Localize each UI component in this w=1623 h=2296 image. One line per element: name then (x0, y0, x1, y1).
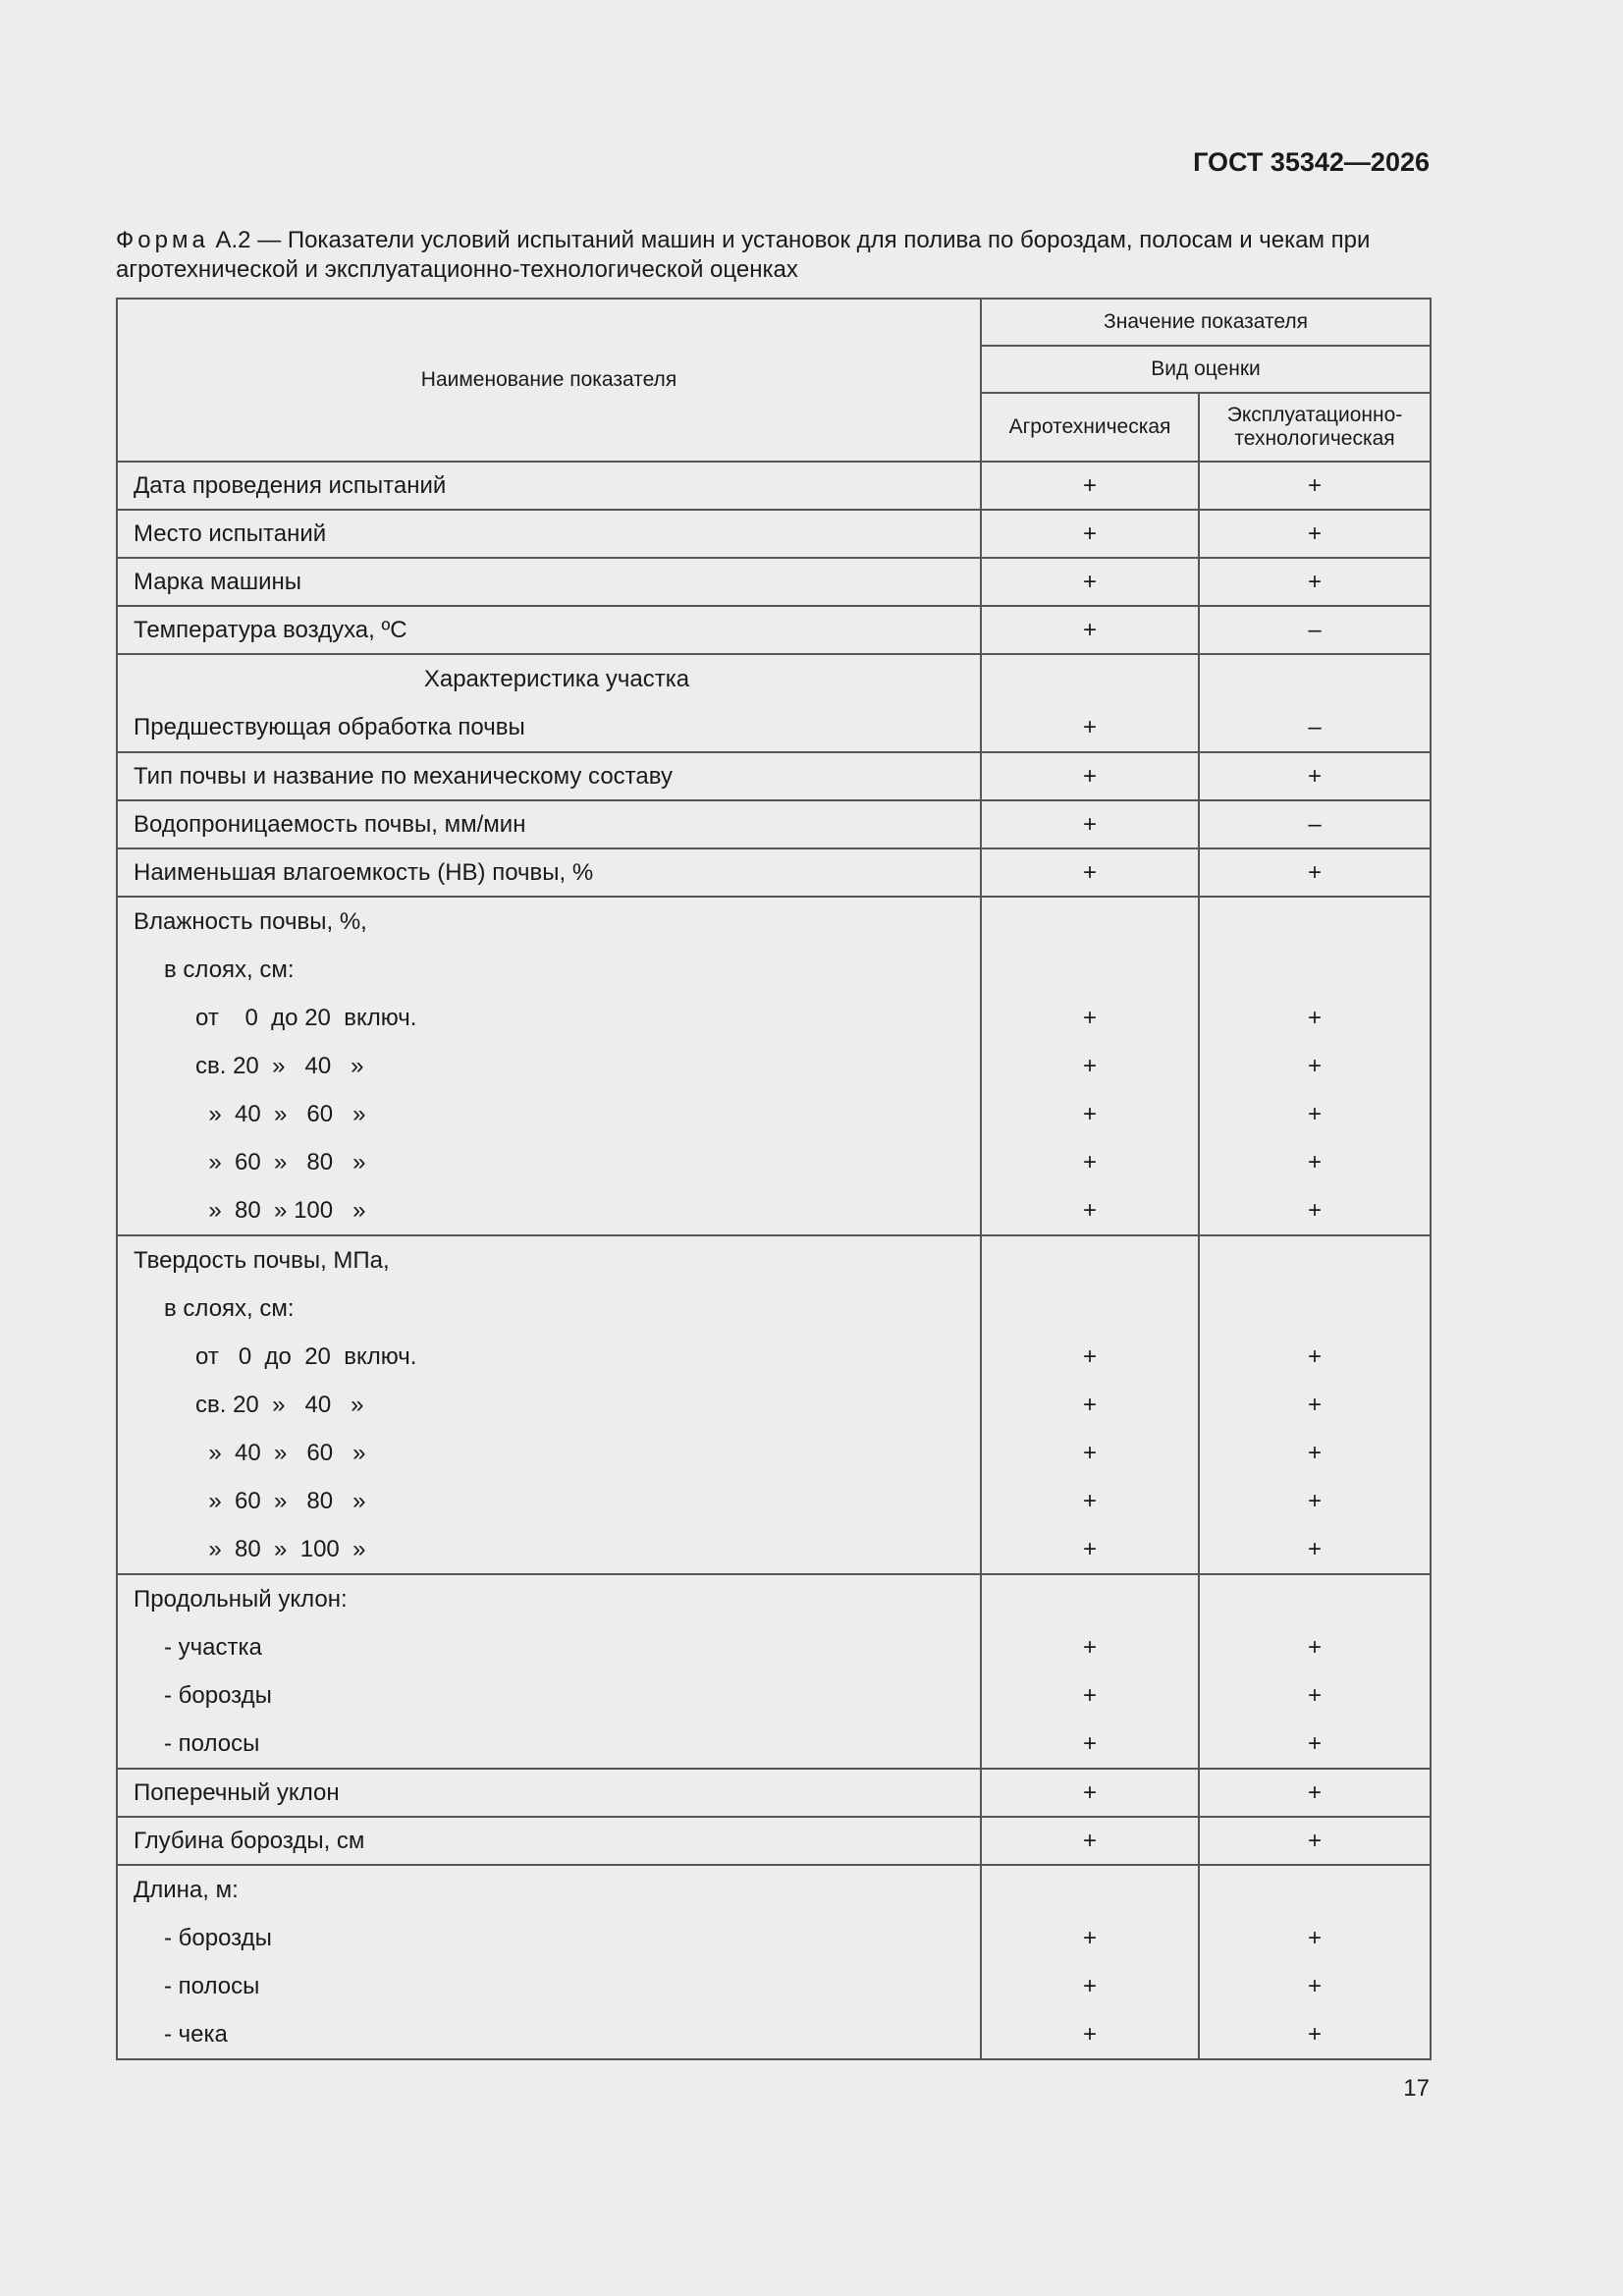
row-name: Дата проведения испытаний (117, 462, 981, 510)
row-expl-value: + (1308, 1634, 1323, 1661)
row-agro-value: + (981, 800, 1199, 848)
form-label: Форма (116, 227, 209, 253)
table-row (117, 800, 1431, 848)
table-row-group (117, 1574, 1431, 1769)
row-name: Водопроницаемость почвы, мм/мин (117, 800, 981, 848)
row-agro-value: + (1082, 1053, 1097, 1079)
group-title: Характеристика участка (423, 666, 690, 692)
layer-label: » 80 » 100 » (195, 1536, 366, 1562)
layer-label: св. 20 » 40 » (195, 1392, 364, 1418)
row-expl-value: + (1308, 1925, 1323, 1951)
row-agro-value: + (1082, 1682, 1097, 1709)
row-agro-value: + (1082, 1634, 1097, 1661)
layer-label: » 40 » 60 » (195, 1101, 366, 1127)
header-expl: Эксплуатационно-технологическая (1199, 393, 1431, 462)
row-agro-value: + (1082, 1197, 1097, 1224)
table-row-group (117, 897, 1431, 1235)
row-agro-value: + (1082, 1440, 1097, 1466)
row-name: Предшествующая обработка почвы (134, 714, 525, 740)
row-expl-value: + (1308, 1005, 1323, 1031)
header-indicator-value: Значение показателя (981, 299, 1431, 346)
table-row (117, 1817, 1431, 1865)
group-title: Продольный уклон: (134, 1586, 348, 1613)
row-expl-value: + (1308, 1392, 1323, 1418)
row-expl-value: + (1199, 510, 1431, 558)
row-agro-value: + (1082, 1392, 1097, 1418)
table-row (117, 752, 1431, 800)
row-expl-value: – (1199, 800, 1431, 848)
row-expl-value: + (1308, 1730, 1323, 1757)
row-expl-value: + (1308, 1973, 1323, 1999)
row-agro-value: + (1082, 1101, 1097, 1127)
row-agro-value: + (1082, 1343, 1097, 1370)
row-agro-value: + (981, 606, 1199, 654)
row-expl-value: + (1199, 1817, 1431, 1865)
row-agro-value: + (1082, 1925, 1097, 1951)
row-agro-value: + (981, 1769, 1199, 1817)
row-expl-value: + (1199, 1769, 1431, 1817)
layer-label: » 60 » 80 » (195, 1149, 366, 1175)
page-number: 17 (1403, 2075, 1430, 2102)
row-expl-value: + (1308, 1149, 1323, 1175)
row-name: - полосы (164, 1973, 260, 1999)
row-agro-value: + (1082, 1149, 1097, 1175)
group-title: Длина, м: (134, 1877, 239, 1903)
group-subtitle: в слоях, см: (164, 957, 295, 983)
header-agro: Агротехническая (981, 393, 1199, 462)
row-agro-value: + (981, 848, 1199, 897)
row-agro-value: + (1082, 2021, 1097, 2048)
group-title: Влажность почвы, %, (134, 908, 367, 935)
row-name: - чека (164, 2021, 228, 2048)
group-subtitle: в слоях, см: (164, 1295, 295, 1322)
row-expl-value: + (1199, 752, 1431, 800)
table-row (117, 1769, 1431, 1817)
header-assessment-kind: Вид оценки (981, 346, 1431, 393)
row-name: - борозды (164, 1925, 272, 1951)
layer-label: » 40 » 60 » (195, 1440, 366, 1466)
row-agro-value: + (981, 1817, 1199, 1865)
row-expl-value: + (1199, 462, 1431, 510)
table-row-group (117, 1235, 1431, 1574)
table-row (117, 606, 1431, 654)
table-row (117, 510, 1431, 558)
row-agro-value: + (1082, 1488, 1097, 1514)
document-code: ГОСТ 35342—2026 (1193, 147, 1430, 177)
row-name: Тип почвы и название по механическому составу (117, 752, 981, 800)
layer-label: от 0 до 20 включ. (195, 1343, 417, 1370)
row-name: Температура воздуха, ºС (117, 606, 981, 654)
table-row (117, 462, 1431, 510)
row-name: Место испытаний (117, 510, 981, 558)
row-agro-value: + (1082, 1973, 1097, 1999)
row-expl-value: + (1308, 1488, 1323, 1514)
form-caption-text: А.2 — Показатели условий испытаний машин и установок для полива по бороздам, полосам и чекам при агротехнической и эксплуатационно-технологической оценках (116, 227, 1371, 283)
row-name: Наименьшая влагоемкость (НВ) почвы, % (117, 848, 981, 897)
row-agro-value: + (1082, 714, 1097, 740)
table-row-group (117, 654, 1431, 752)
row-agro-value: + (981, 462, 1199, 510)
row-name: - борозды (164, 1682, 272, 1709)
layer-label: » 60 » 80 » (195, 1488, 366, 1514)
row-expl-value: + (1308, 1101, 1323, 1127)
layer-label: от 0 до 20 включ. (195, 1005, 417, 1031)
row-agro-value: + (981, 752, 1199, 800)
row-name: - участка (164, 1634, 262, 1661)
row-expl-value: + (1308, 1682, 1323, 1709)
row-expl-value: + (1308, 1053, 1323, 1079)
row-expl-value: – (1199, 606, 1431, 654)
layer-label: св. 20 » 40 » (195, 1053, 364, 1079)
row-expl-value: + (1308, 1343, 1323, 1370)
table-row (117, 558, 1431, 606)
form-caption (116, 226, 1432, 285)
layer-label: » 80 » 100 » (195, 1197, 366, 1224)
header-indicator-name: Наименование показателя (117, 299, 981, 462)
row-expl-value: + (1308, 1536, 1323, 1562)
row-expl-value: + (1308, 1197, 1323, 1224)
row-agro-value: + (1082, 1536, 1097, 1562)
row-agro-value: + (981, 510, 1199, 558)
row-expl-value: + (1199, 848, 1431, 897)
row-agro-value: + (1082, 1005, 1097, 1031)
row-name: - полосы (164, 1730, 260, 1757)
row-expl-value: – (1308, 714, 1322, 740)
row-expl-value: + (1308, 1440, 1323, 1466)
group-title: Твердость почвы, МПа, (134, 1247, 390, 1274)
row-agro-value: + (981, 558, 1199, 606)
indicators-table (116, 298, 1432, 2060)
row-name: Марка машины (117, 558, 981, 606)
row-expl-value: + (1199, 558, 1431, 606)
row-expl-value: + (1308, 2021, 1323, 2048)
table-row (117, 848, 1431, 897)
table-row-group (117, 1865, 1431, 2059)
row-name: Глубина борозды, см (117, 1817, 981, 1865)
row-agro-value: + (1082, 1730, 1097, 1757)
row-name: Поперечный уклон (117, 1769, 981, 1817)
